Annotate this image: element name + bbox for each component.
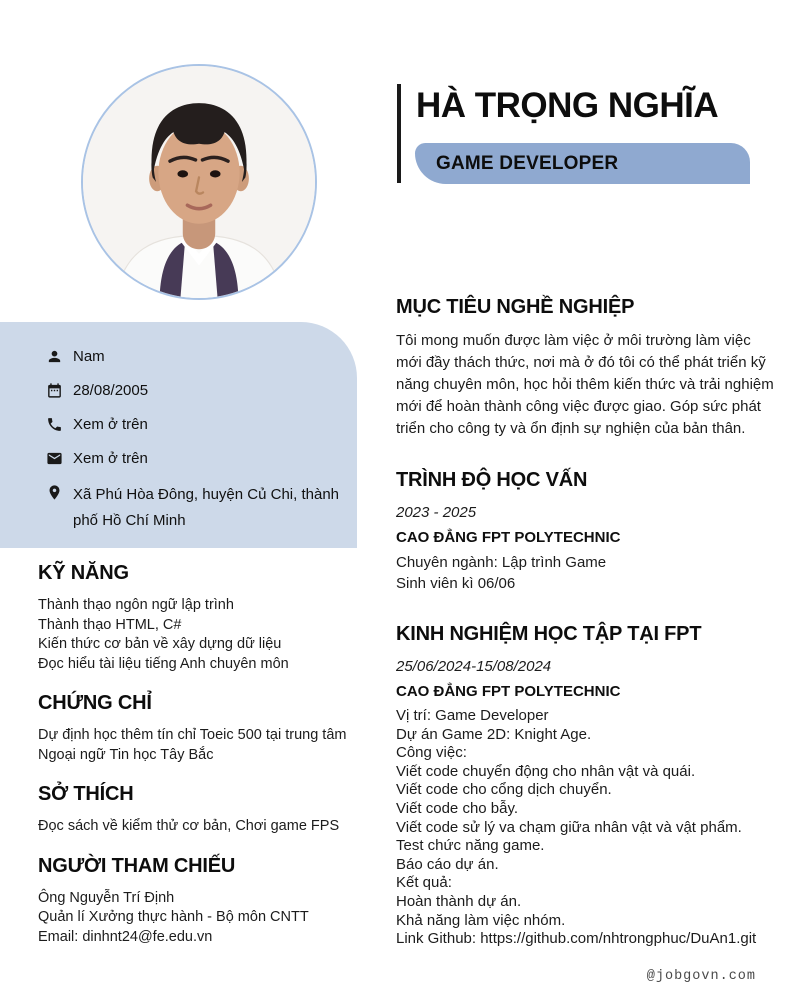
text-line: Viết code cho bẫy.: [396, 799, 519, 817]
contact-row-phone: [46, 414, 357, 435]
section-title: KINH NGHIỆM HỌC TẬP TẠI FPT: [396, 623, 702, 645]
education-date: 2023 - 2025: [396, 504, 477, 521]
text-line: Khả năng làm việc nhóm.: [396, 911, 566, 929]
text-line: Quản lí Xưởng thực hành - Bộ môn CNTT: [38, 909, 309, 925]
text-line: Hoàn thành dự án.: [396, 892, 522, 910]
text-line: Dự định học thêm tín chỉ Toeic 500 tại trung tâm Ngoại ngữ Tin học Tây Bắc: [38, 727, 347, 763]
text-line: Thành thạo ngôn ngữ lập trình: [38, 597, 234, 613]
text-line: Ông Nguyễn Trí Định: [38, 889, 175, 906]
section-skills: [38, 560, 368, 674]
text-line: Viết code cho cổng dịch chuyển.: [396, 781, 612, 799]
person-icon: [46, 348, 63, 365]
calendar-icon: [46, 382, 63, 399]
gender-value: Nam: [73, 348, 105, 365]
section-title: TRÌNH ĐỘ HỌC VẤN: [396, 469, 588, 491]
section-title: MỤC TIÊU NGHỀ NGHIỆP: [396, 296, 635, 318]
education-details: [396, 553, 778, 594]
section-title: CHỨNG CHỈ: [38, 692, 152, 714]
text-line: Báo cáo dự án.: [396, 855, 499, 873]
section-title: KỸ NĂNG: [38, 562, 129, 584]
experience-details: [396, 707, 778, 949]
text-line: Kết quả:: [396, 874, 452, 892]
phone-value: Xem ở trên: [73, 416, 148, 433]
text-line: Công việc:: [396, 744, 467, 762]
section-references: [38, 853, 368, 948]
contact-panel: [0, 322, 357, 548]
text-line: Kiến thức cơ bản về xây dựng dữ liệu: [38, 636, 282, 652]
phone-icon: [46, 416, 63, 433]
job-title-banner: [415, 143, 750, 184]
experience-org: CAO ĐẲNG FPT POLYTECHNIC: [396, 683, 621, 700]
section-hobbies: [38, 781, 368, 837]
left-column: [38, 560, 368, 947]
contact-row-address: [46, 482, 357, 534]
text-line: Dự án Game 2D: Knight Age.: [396, 725, 592, 743]
job-title: GAME DEVELOPER: [436, 152, 619, 174]
section-objective: [396, 294, 778, 440]
right-column: [396, 294, 778, 949]
name-accent-bar: [397, 84, 401, 183]
section-title: NGƯỜI THAM CHIẾU: [38, 854, 236, 877]
section-body: [38, 889, 368, 948]
text-line: Email: dinhnt24@fe.edu.vn: [38, 928, 213, 945]
profile-photo: [81, 64, 317, 300]
text-line: Viết code chuyển động cho nhân vật và quái.: [396, 762, 696, 780]
location-icon: [46, 484, 63, 501]
email-value: Xem ở trên: [73, 450, 148, 467]
site-watermark: @jobgovn.com: [646, 969, 756, 984]
birthdate-value: 28/08/2005: [73, 382, 149, 399]
education-school: CAO ĐẲNG FPT POLYTECHNIC: [396, 529, 621, 546]
section-body: [38, 726, 368, 765]
text-line: Viết code sử lý va chạm giữa nhân vật và vật phẩm.: [396, 818, 742, 836]
text-line: Link Github: https://github.com/nhtrongphuc/DuAn1.git: [396, 930, 757, 948]
section-body: [38, 817, 368, 837]
contact-row-gender: [46, 346, 357, 367]
contact-row-email: [46, 448, 357, 469]
text-line: Sinh viên kì 06/06: [396, 574, 516, 592]
section-title: SỞ THÍCH: [38, 783, 134, 805]
section-certificates: [38, 690, 368, 765]
text-line: Vị trí: Game Developer: [396, 707, 549, 724]
contact-row-birthdate: [46, 380, 357, 401]
text-line: Test chức năng game.: [396, 837, 545, 855]
text-line: Đọc sách về kiểm thử cơ bản, Chơi game FPS: [38, 818, 340, 834]
portrait-illustration: [83, 66, 315, 298]
contact-list: [0, 322, 357, 534]
candidate-name: HÀ TRỌNG NGHĨA: [416, 86, 719, 125]
section-body: [38, 596, 368, 674]
experience-date: 25/06/2024-15/08/2024: [396, 658, 552, 675]
section-experience: [396, 621, 778, 949]
text-line: Chuyên ngành: Lập trình Game: [396, 554, 607, 571]
text-line: Thành thạo HTML, C#: [38, 616, 182, 633]
objective-paragraph: Tôi mong muốn được làm việc ở môi trường làm việc mới đầy thách thức, nơi mà ở đó tôi có thể phát triển kỹ năng chuyên môn, học hỏi thêm kiến thức và trải nghiệm mới để hoàn thành công việc được giao. Góp sức phát triển cho công ty và ổn định sự nghiện của bản thân.: [396, 332, 774, 437]
email-icon: [46, 450, 63, 467]
address-value: Xã Phú Hòa Đông, huyện Củ Chi, thành phố Hồ Chí Minh: [73, 486, 340, 529]
section-education: [396, 467, 778, 594]
text-line: Đọc hiểu tài liệu tiếng Anh chuyên môn: [38, 655, 289, 672]
